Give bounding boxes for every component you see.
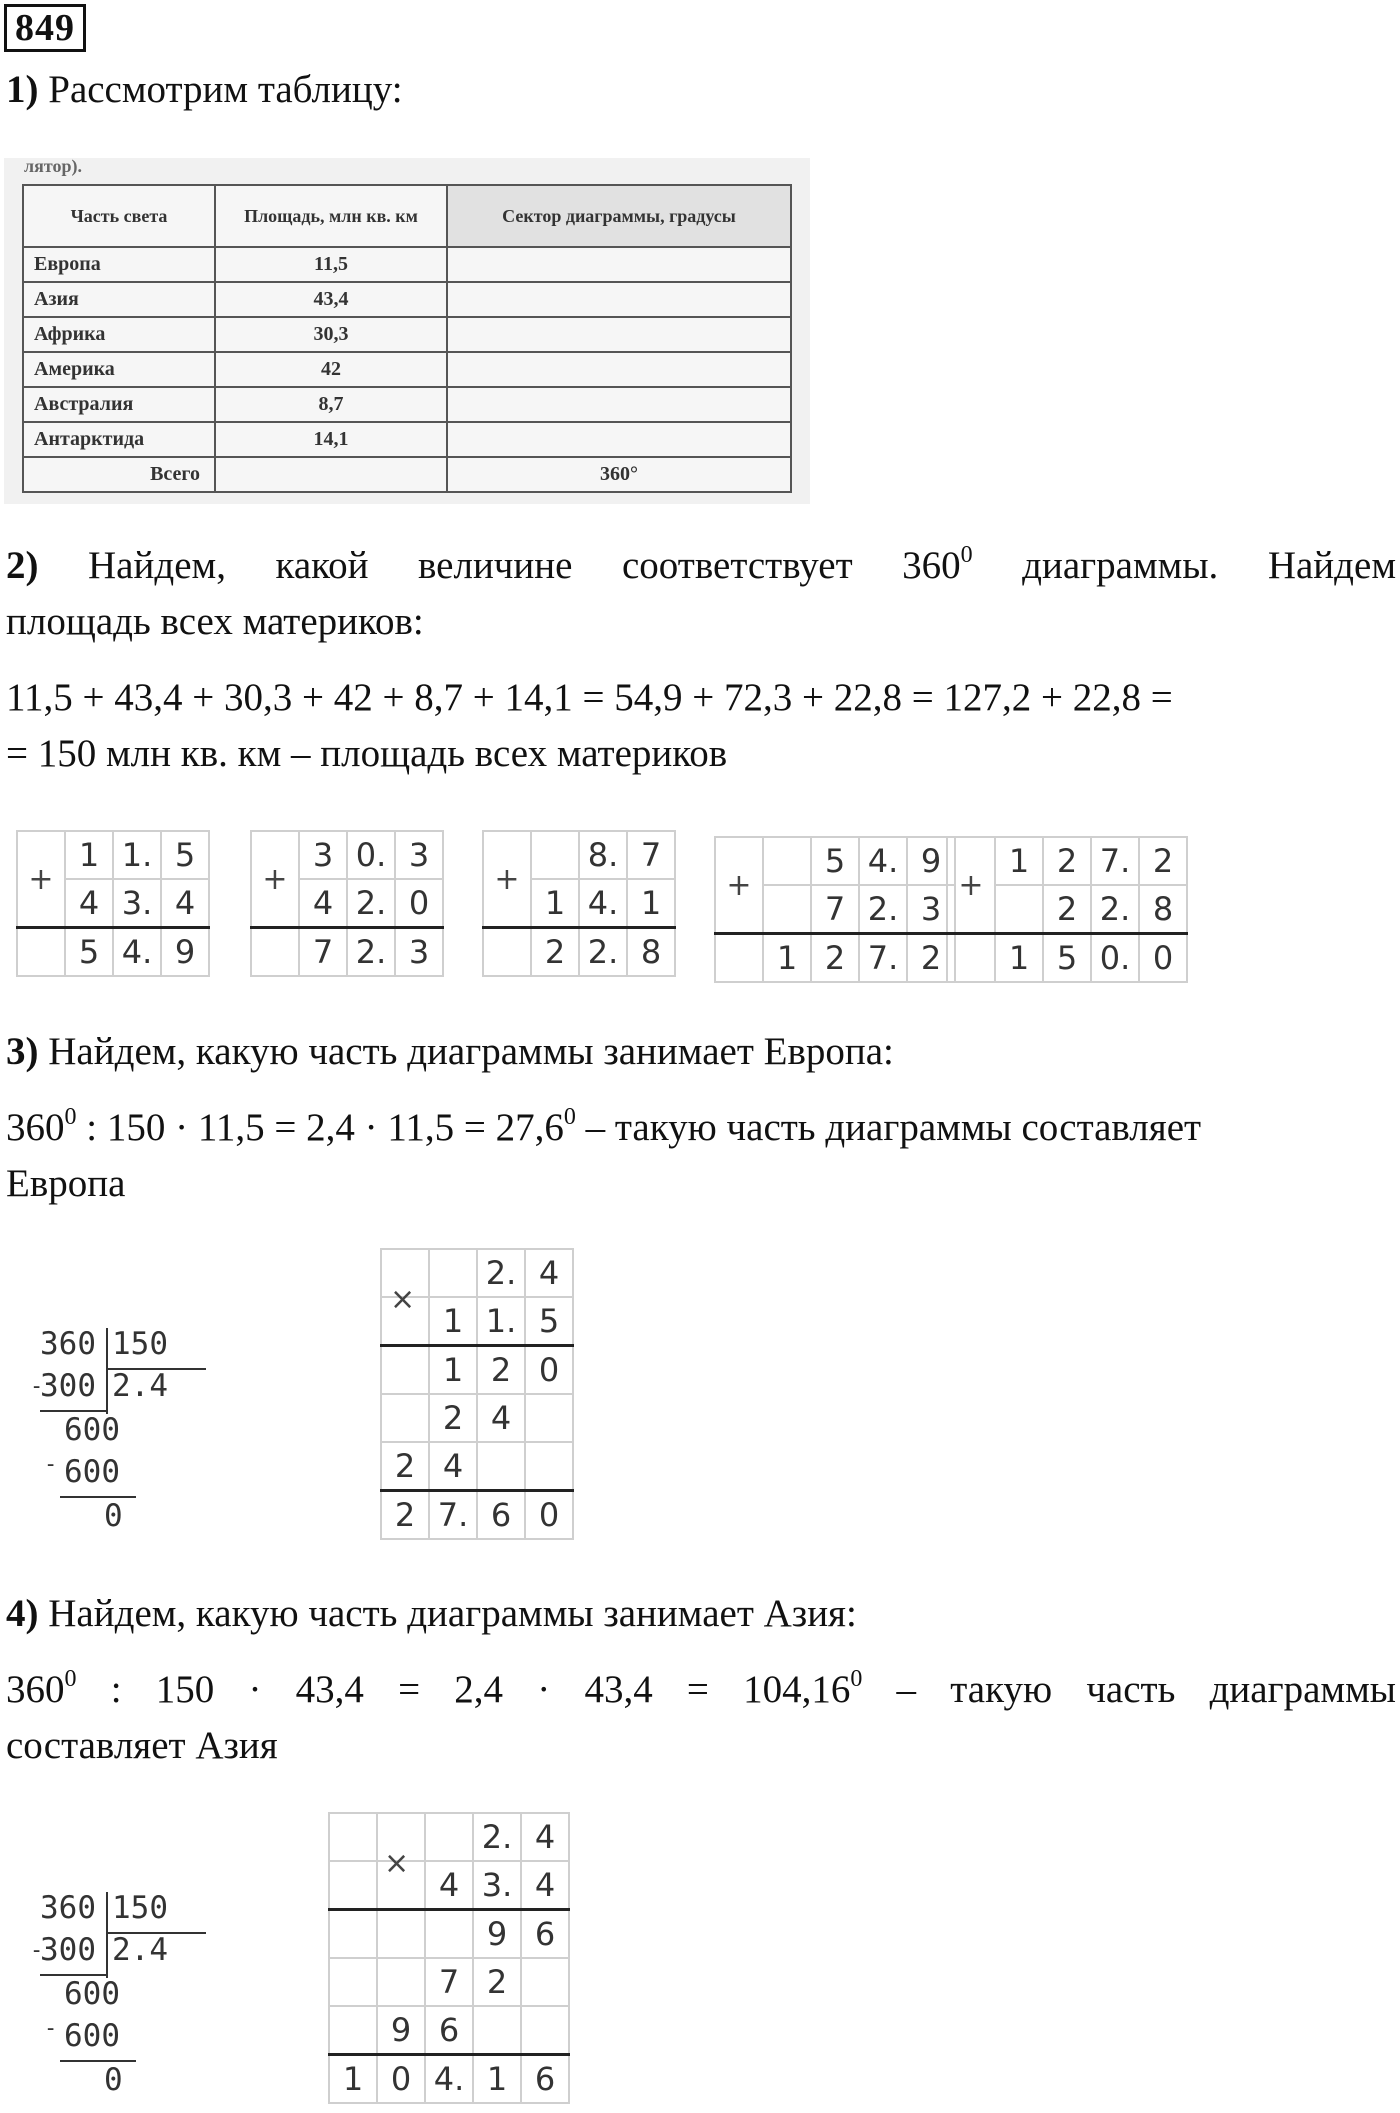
digit-cell: 1 — [627, 879, 675, 928]
digit-cell: 2 — [381, 1442, 429, 1491]
digit-cell — [521, 2006, 569, 2055]
grid-row — [715, 934, 955, 983]
plus-sign: + — [715, 837, 763, 934]
multiply-sign: × — [384, 1846, 410, 1881]
grid-row — [329, 1813, 569, 1861]
step4-calc-c: – такую часть диаграммы — [862, 1668, 1396, 1711]
header-area: Площадь, млн кв. км — [215, 185, 447, 247]
digit-cell — [381, 1394, 429, 1442]
remainder-2: 0 — [104, 2062, 123, 2098]
step2-calc-line2: = 150 млн кв. км – площадь всех материков — [6, 732, 728, 775]
digit-cell: 9 — [377, 2006, 425, 2055]
table-row — [23, 317, 791, 352]
step2-text-a: Найдем, какой величине соответствует 360 — [88, 544, 961, 587]
sector-cell — [447, 247, 791, 282]
table-row — [23, 422, 791, 457]
digit-cell: 9 — [161, 928, 209, 977]
total-area — [215, 457, 447, 492]
sub-line-2 — [60, 2060, 136, 2062]
grid-cell — [251, 928, 299, 977]
digit-cell — [763, 885, 811, 934]
digit-cell: 1. — [477, 1297, 525, 1346]
digit-cell: 2. — [1091, 885, 1139, 934]
table-row — [23, 387, 791, 422]
digit-cell: 6 — [521, 2055, 569, 2104]
digit-cell: 5 — [1043, 934, 1091, 983]
step3-heading — [6, 1024, 1396, 1080]
area-cell: 14,1 — [215, 422, 447, 457]
digit-cell: 2. — [477, 1249, 525, 1297]
digit-cell: 7. — [429, 1491, 477, 1540]
multiply-sign: × — [390, 1282, 416, 1317]
grid-row — [483, 928, 675, 977]
digit-cell — [525, 1394, 573, 1442]
grid-cell — [715, 934, 763, 983]
step3-calc-c: – такую часть диаграммы составляет — [575, 1106, 1202, 1149]
header-part: Часть света — [23, 185, 215, 247]
digit-cell: 2. — [579, 928, 627, 977]
step3-calc-b: : 150 · 11,5 = 2,4 · 11,5 = 27,6 — [76, 1106, 564, 1149]
digit-cell: 2 — [381, 1491, 429, 1540]
digit-cell: 8. — [579, 831, 627, 879]
digit-cell: 2 — [429, 1394, 477, 1442]
digit-cell: 3 — [907, 885, 955, 934]
digit-cell: 1 — [329, 2055, 377, 2104]
grid-row — [947, 837, 1187, 885]
digit-cell: 2. — [473, 1813, 521, 1861]
plus-sign: + — [947, 837, 995, 934]
area-cell: 42 — [215, 352, 447, 387]
column-addition — [250, 830, 444, 977]
grid-row — [17, 831, 209, 879]
digit-cell: 4 — [65, 879, 113, 928]
digit-cell: 3 — [299, 831, 347, 879]
area-cell: 30,3 — [215, 317, 447, 352]
plus-sign: + — [251, 831, 299, 928]
column-addition — [482, 830, 676, 977]
digit-cell: 4 — [477, 1394, 525, 1442]
digit-cell: 3. — [473, 1861, 521, 1910]
subtract-2: 600 — [64, 1454, 120, 1490]
area-cell: 11,5 — [215, 247, 447, 282]
digit-cell: 9 — [473, 1910, 521, 1959]
minus-sign-2: - — [44, 2016, 58, 2041]
digit-cell: 1 — [763, 934, 811, 983]
digit-cell: 1 — [995, 837, 1043, 885]
subtract-2: 600 — [64, 2018, 120, 2054]
digit-cell — [329, 1813, 377, 1861]
digit-cell — [477, 1442, 525, 1491]
digit-cell: 7 — [627, 831, 675, 879]
grid-row — [329, 2055, 569, 2104]
grid-row — [329, 1861, 569, 1910]
step3-sup2: 0 — [563, 1104, 576, 1130]
digit-cell: 0 — [525, 1491, 573, 1540]
step4-line2: составляет Азия — [6, 1724, 278, 1767]
sector-cell — [447, 352, 791, 387]
step3-calc-a: 360 — [6, 1106, 65, 1149]
dividend: 360 — [40, 1326, 96, 1362]
grid-row — [17, 928, 209, 977]
digit-cell — [329, 2006, 377, 2055]
column-addition — [16, 830, 210, 977]
digit-cell — [425, 1813, 473, 1861]
digit-cell: 1. — [113, 831, 161, 879]
digit-cell: 2 — [1139, 837, 1187, 885]
grid-cell — [947, 934, 995, 983]
digit-cell: 4 — [429, 1442, 477, 1491]
digit-cell: 4 — [525, 1249, 573, 1297]
digit-cell: 2 — [477, 1346, 525, 1395]
minus-sign: - — [30, 1374, 44, 1399]
total-sector: 360° — [447, 457, 791, 492]
step1-text: Рассмотрим таблицу: — [48, 68, 403, 111]
division-bar — [106, 1892, 108, 1978]
digit-cell: 2. — [347, 879, 395, 928]
plus-sign: + — [17, 831, 65, 928]
step2-label: 2) — [6, 544, 39, 587]
remainder-1: 600 — [64, 1976, 120, 2012]
continent-cell: Австралия — [23, 387, 215, 422]
step2-line2: площадь всех материков: — [6, 600, 424, 643]
digit-cell: 1 — [429, 1346, 477, 1395]
digit-cell: 0. — [347, 831, 395, 879]
remainder-2: 0 — [104, 1498, 123, 1534]
step3-text: Найдем, какую часть диаграммы занимает Европа: — [48, 1030, 894, 1073]
plus-sign: + — [483, 831, 531, 928]
digit-cell: 4 — [161, 879, 209, 928]
step3-calc — [6, 1100, 1396, 1156]
grid-row — [483, 831, 675, 879]
table-row — [23, 352, 791, 387]
digit-cell — [763, 837, 811, 885]
grid-cell — [17, 928, 65, 977]
digit-cell: 6 — [425, 2006, 473, 2055]
digit-cell: 6 — [521, 1910, 569, 1959]
digit-cell: 0 — [377, 2055, 425, 2104]
subtract-1: 300 — [40, 1932, 96, 1968]
step4-text: Найдем, какую часть диаграммы занимает Азия: — [48, 1592, 857, 1635]
digit-cell: 1 — [531, 879, 579, 928]
step4-calc-b: : 150 · 43,4 = 2,4 · 43,4 = 104,16 — [76, 1668, 851, 1711]
step4-heading — [6, 1586, 1396, 1642]
digit-cell: 2 — [907, 934, 955, 983]
step4-sup2: 0 — [850, 1666, 863, 1692]
step4-label: 4) — [6, 1592, 39, 1635]
step2-text-b: диаграммы. Найдем — [972, 544, 1396, 587]
remainder-1: 600 — [64, 1412, 120, 1448]
digit-cell: 2 — [531, 928, 579, 977]
continent-cell: Африка — [23, 317, 215, 352]
step4-calc-a: 360 — [6, 1668, 65, 1711]
digit-cell — [521, 1958, 569, 2006]
digit-cell — [531, 831, 579, 879]
digit-cell: 9 — [907, 837, 955, 885]
grid-row — [329, 2006, 569, 2055]
step2-sup: 0 — [960, 542, 973, 568]
table-row — [23, 282, 791, 317]
grid-row — [947, 934, 1187, 983]
digit-cell: 4 — [299, 879, 347, 928]
digit-cell: 7. — [859, 934, 907, 983]
sector-cell — [447, 387, 791, 422]
digit-cell: 2 — [473, 1958, 521, 2006]
digit-cell: 2 — [1043, 837, 1091, 885]
step3-label: 3) — [6, 1030, 39, 1073]
sub-line-2 — [60, 1496, 136, 1498]
scan-top-text: лятор). — [24, 156, 82, 176]
digit-cell: 0 — [525, 1346, 573, 1395]
digit-cell: 4 — [521, 1813, 569, 1861]
continent-cell: Америка — [23, 352, 215, 387]
grid-row — [381, 1491, 573, 1540]
digit-cell: 4. — [859, 837, 907, 885]
continent-cell: Антарктида — [23, 422, 215, 457]
quotient: 2.4 — [112, 1932, 168, 1968]
digit-cell: 7 — [425, 1958, 473, 2006]
digit-cell: 1 — [65, 831, 113, 879]
digit-cell: 7 — [811, 885, 859, 934]
step2-line1 — [6, 538, 1396, 594]
digit-cell: 4 — [521, 1861, 569, 1910]
grid-row — [381, 1442, 573, 1491]
digit-cell — [381, 1346, 429, 1395]
digit-cell — [425, 1910, 473, 1959]
digit-cell: 6 — [477, 1491, 525, 1540]
digit-cell: 8 — [1139, 885, 1187, 934]
area-cell: 43,4 — [215, 282, 447, 317]
digit-cell: 5 — [65, 928, 113, 977]
digit-cell — [525, 1442, 573, 1491]
digit-cell — [329, 1910, 377, 1959]
sector-cell — [447, 422, 791, 457]
digit-cell: 3. — [113, 879, 161, 928]
grid-row — [715, 837, 955, 885]
digit-cell: 5 — [161, 831, 209, 879]
digit-cell: 3 — [395, 928, 443, 977]
digit-cell: 4. — [579, 879, 627, 928]
digit-cell: 2. — [347, 928, 395, 977]
divisor: 150 — [112, 1890, 168, 1926]
step3-sup1: 0 — [64, 1104, 77, 1130]
grid-row — [251, 928, 443, 977]
column-addition — [946, 836, 1188, 983]
grid-row — [329, 1910, 569, 1959]
grid-cell — [483, 928, 531, 977]
digit-cell — [329, 1861, 377, 1910]
step1-paragraph — [6, 62, 1396, 118]
digit-cell — [329, 1958, 377, 2006]
dividend: 360 — [40, 1890, 96, 1926]
long-division-asia — [30, 1884, 190, 2113]
grid-row — [381, 1346, 573, 1395]
sector-cell — [447, 282, 791, 317]
digit-cell: 2. — [859, 885, 907, 934]
step2-calc-line1: 11,5 + 43,4 + 30,3 + 42 + 8,7 + 14,1 = 54,9 + 72,3 + 22,8 = 127,2 + 22,8 = — [6, 676, 1173, 719]
subtract-1: 300 — [40, 1368, 96, 1404]
digit-cell: 3 — [395, 831, 443, 879]
minus-sign-2: - — [44, 1452, 58, 1477]
digit-cell: 5 — [811, 837, 859, 885]
digit-cell: 0. — [1091, 934, 1139, 983]
digit-cell: 0 — [1139, 934, 1187, 983]
digit-cell — [377, 1910, 425, 1959]
column-multiplication — [328, 1812, 570, 2104]
digit-cell: 5 — [525, 1297, 573, 1346]
problem-number: 849 — [4, 4, 86, 52]
long-division-europe — [30, 1320, 190, 1550]
grid-row — [329, 1958, 569, 2006]
digit-cell: 4 — [425, 1861, 473, 1910]
digit-cell: 4. — [113, 928, 161, 977]
divisor: 150 — [112, 1326, 168, 1362]
digit-cell — [995, 885, 1043, 934]
table-row — [23, 247, 791, 282]
digit-cell: 7. — [1091, 837, 1139, 885]
digit-cell — [473, 2006, 521, 2055]
area-table — [22, 184, 792, 493]
division-bar — [106, 1328, 108, 1414]
digit-cell: 7 — [299, 928, 347, 977]
continent-cell: Азия — [23, 282, 215, 317]
sector-cell — [447, 317, 791, 352]
digit-cell: 1 — [473, 2055, 521, 2104]
digit-cell: 8 — [627, 928, 675, 977]
continent-cell: Европа — [23, 247, 215, 282]
digit-cell: 0 — [395, 879, 443, 928]
digit-cell: 2 — [811, 934, 859, 983]
digit-cell — [377, 1958, 425, 2006]
quotient: 2.4 — [112, 1368, 168, 1404]
grid-row — [251, 831, 443, 879]
digit-cell — [429, 1249, 477, 1297]
step1-label: 1) — [6, 68, 39, 111]
digit-cell: 1 — [995, 934, 1043, 983]
step4-calc — [6, 1662, 1396, 1718]
digit-cell: 1 — [429, 1297, 477, 1346]
digit-cell: 4. — [425, 2055, 473, 2104]
step3-line2: Европа — [6, 1162, 126, 1205]
column-addition — [714, 836, 956, 983]
digit-cell: 2 — [1043, 885, 1091, 934]
grid-row — [381, 1394, 573, 1442]
area-cell: 8,7 — [215, 387, 447, 422]
header-sector: Сектор диаграммы, градусы — [447, 185, 791, 247]
step4-sup1: 0 — [64, 1666, 77, 1692]
minus-sign: - — [30, 1938, 44, 1963]
scanned-table-image — [4, 158, 810, 504]
total-label: Всего — [23, 457, 215, 492]
